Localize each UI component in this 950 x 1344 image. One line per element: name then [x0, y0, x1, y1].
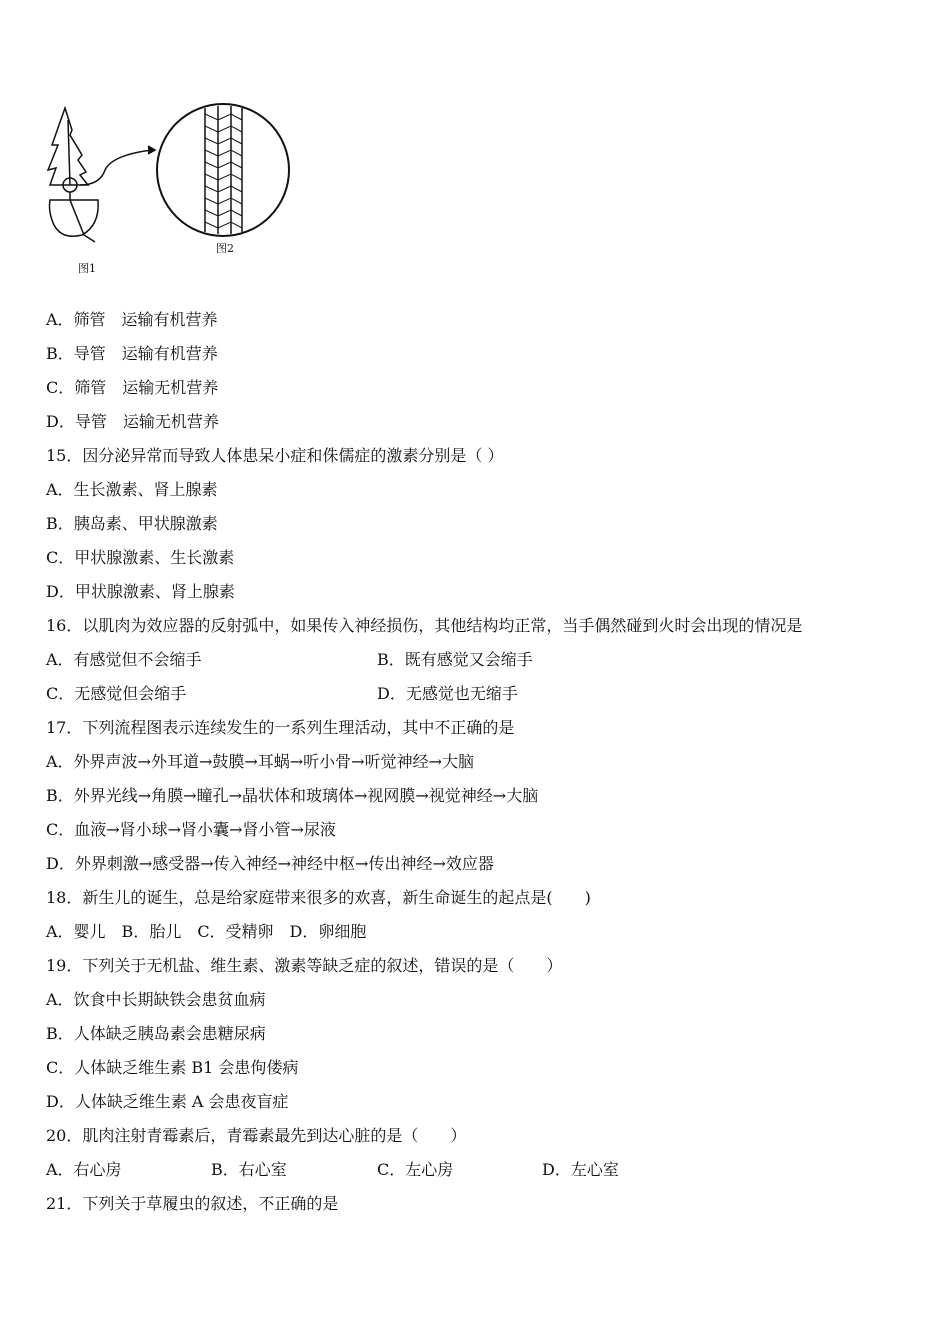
leaf-vessel-figure [40, 100, 310, 280]
q14-option-d: D．导管 运输无机营养 [46, 412, 219, 431]
q16-option-b: B．既有感觉又会缩手 [377, 650, 533, 669]
q20-options [46, 1159, 802, 1193]
figure-1-caption: 图1 [78, 262, 96, 275]
leaf-diagram-icon [40, 100, 310, 280]
q19-option-b: B．人体缺乏胰岛素会患糖尿病 [46, 1024, 266, 1043]
q17-option-a: A．外界声波→外耳道→鼓膜→耳蜗→听小骨→听觉神经→大脑 [46, 752, 474, 771]
q19-option-d: D．人体缺乏维生素 A 会患夜盲症 [46, 1092, 289, 1111]
q20-option-d: D．左心室 [542, 1160, 619, 1179]
q15-option-d: D．甲状腺激素、肾上腺素 [46, 582, 235, 601]
q14-option-b: B．导管 运输有机营养 [46, 344, 218, 363]
q14-option-a: A．筛管 运输有机营养 [46, 310, 218, 329]
q17-stem: 17．下列流程图表示连续发生的一系列生理活动，其中不正确的是 [46, 718, 515, 737]
questions [46, 309, 802, 1227]
q18-stem: 18．新生儿的诞生，总是给家庭带来很多的欢喜，新生命诞生的起点是( ) [46, 888, 591, 907]
q16-options-row1 [46, 649, 802, 683]
figure-2-caption: 图2 [216, 242, 234, 255]
q15-option-c: C．甲状腺激素、生长激素 [46, 548, 235, 567]
q19-stem: 19．下列关于无机盐、维生素、激素等缺乏症的叙述，错误的是（ ） [46, 956, 563, 975]
q15-option-b: B．胰岛素、甲状腺激素 [46, 514, 218, 533]
q19-option-a: A．饮食中长期缺铁会患贫血病 [46, 990, 266, 1009]
q20-option-b: B．右心室 [211, 1160, 287, 1179]
q15-option-a: A．生长激素、肾上腺素 [46, 480, 218, 499]
q18-options: A．婴儿 B．胎儿 C．受精卵 D．卵细胞 [46, 922, 367, 941]
q16-option-d: D．无感觉也无缩手 [377, 684, 518, 703]
q17-option-d: D．外界刺激→感受器→传入神经→神经中枢→传出神经→效应器 [46, 854, 494, 873]
q17-option-c: C．血液→肾小球→肾小囊→肾小管→尿液 [46, 820, 336, 839]
q20-option-a: A．右心房 [46, 1160, 122, 1179]
q14-option-c: C．筛管 运输无机营养 [46, 378, 219, 397]
q16-options-row2 [46, 683, 802, 717]
q16-option-a: A．有感觉但不会缩手 [46, 650, 202, 669]
q20-stem: 20．肌肉注射青霉素后，青霉素最先到达心脏的是（ ） [46, 1126, 467, 1145]
q16-stem: 16．以肌肉为效应器的反射弧中，如果传入神经损伤，其他结构均正常，当手偶然碰到火时会出现的情况是 [46, 616, 803, 635]
q20-option-c: C．左心房 [377, 1160, 454, 1179]
q17-option-b: B．外界光线→角膜→瞳孔→晶状体和玻璃体→视网膜→视觉神经→大脑 [46, 786, 539, 805]
q21-stem: 21．下列关于草履虫的叙述，不正确的是 [46, 1194, 339, 1213]
q16-option-c: C．无感觉但会缩手 [46, 684, 187, 703]
q19-option-c: C．人体缺乏维生素 B1 会患佝偻病 [46, 1058, 299, 1077]
q15-stem: 15．因分泌异常而导致人体患呆小症和侏儒症的激素分别是（ ） [46, 446, 504, 465]
